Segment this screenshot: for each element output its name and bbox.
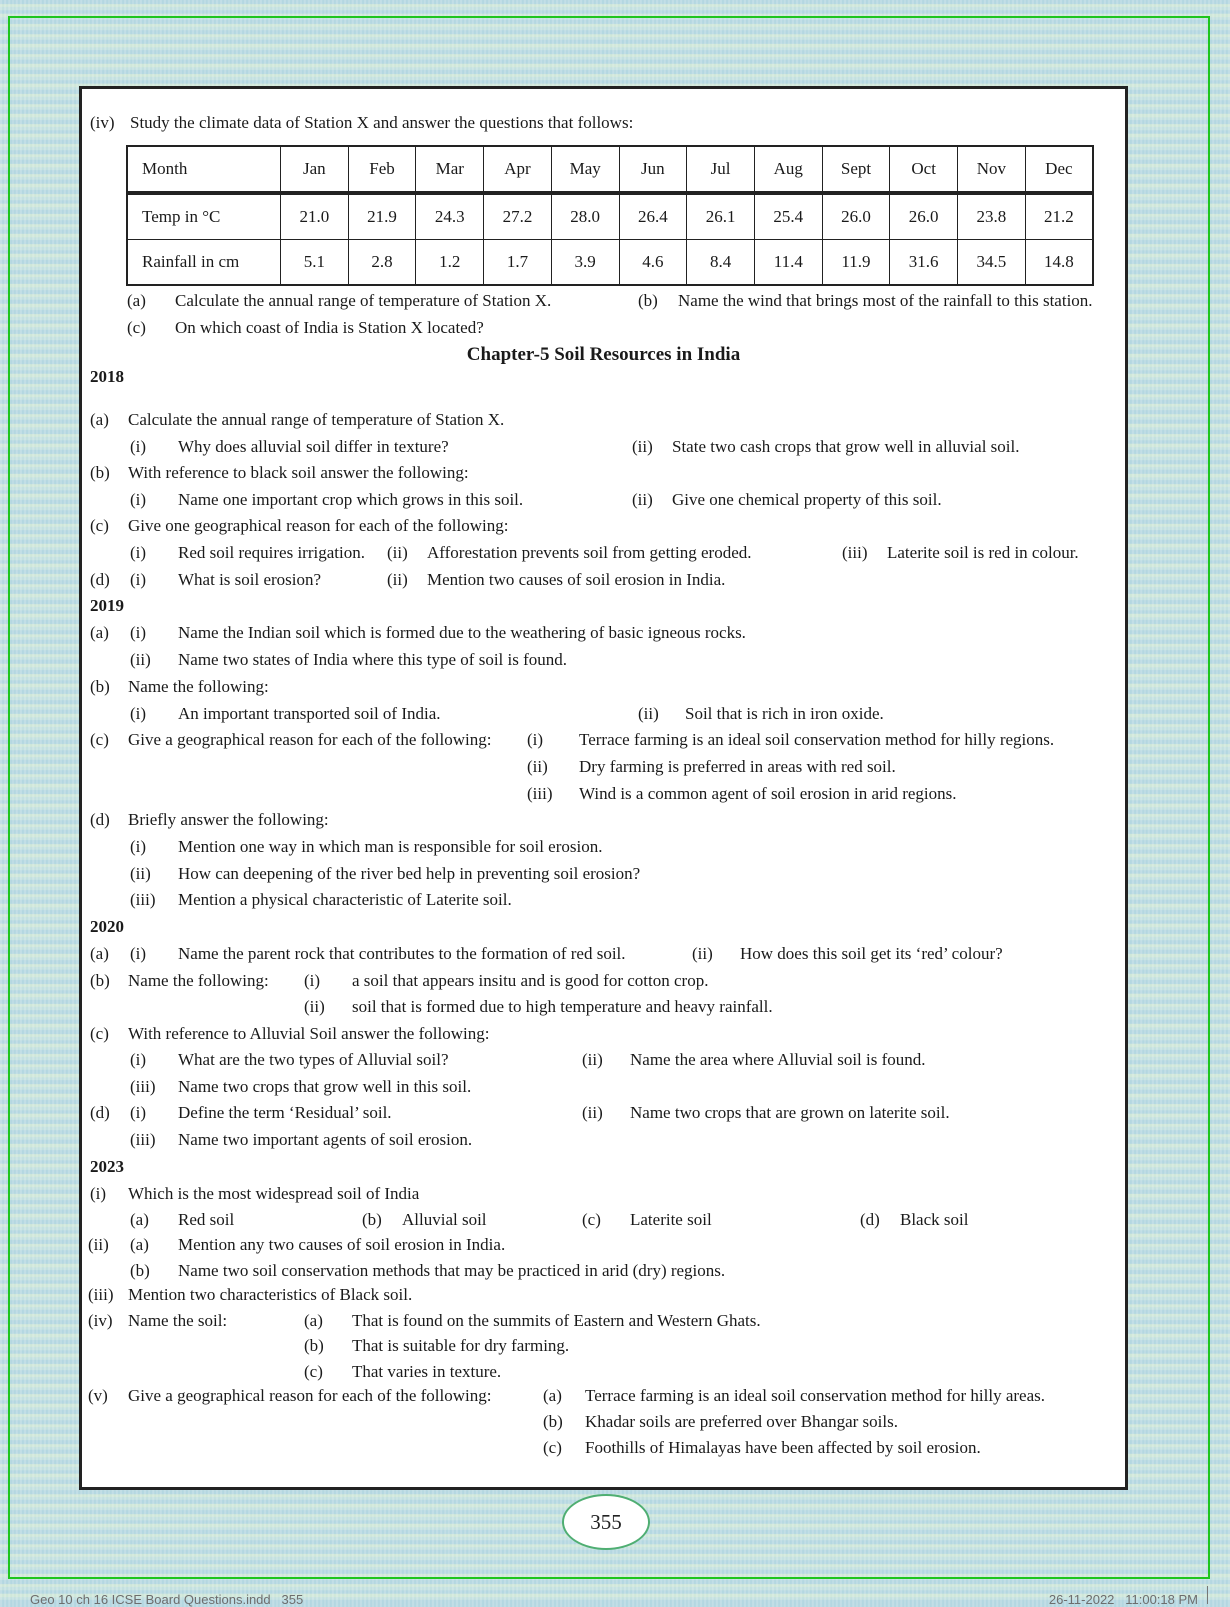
- q2020-a: [82, 940, 1125, 967]
- q2023-i-options: [82, 1206, 1125, 1233]
- q2020-c-sub: [82, 1046, 1125, 1073]
- q2023-v-a: Terrace farming is an ideal soil conservation method for hilly areas.: [585, 1386, 1046, 1405]
- q2020-b-i: a soil that appears insitu and is good for cotton crop.: [352, 971, 709, 990]
- q2019-b: [82, 673, 1125, 700]
- intro-q-b: Name the wind that brings most of the rainfall to this station.: [678, 291, 1093, 310]
- label-ii: (ii): [582, 1103, 603, 1122]
- q2023-ii-a: Mention any two causes of soil erosion in India.: [178, 1235, 506, 1254]
- intro-q-c: On which coast of India is Station X located?: [175, 318, 484, 337]
- q2018-c-text: Give one geographical reason for each of the following:: [128, 516, 509, 535]
- q2023-iv-c: That varies in texture.: [352, 1362, 502, 1381]
- label-b: (b): [543, 1412, 563, 1431]
- table-cell: 1.7: [484, 240, 552, 286]
- q2018-b-ii: Give one chemical property of this soil.: [672, 490, 942, 509]
- label-v: (v): [88, 1386, 108, 1405]
- q2018-c: [82, 512, 1125, 539]
- q2020-c-i: What are the two types of Alluvial soil?: [178, 1050, 449, 1069]
- q2019-c-ii: Dry farming is preferred in areas with red soil.: [579, 757, 896, 776]
- table-cell: 26.1: [687, 193, 755, 240]
- table-cell: 26.4: [619, 193, 687, 240]
- label-a: (a): [130, 1210, 149, 1229]
- row-header-temp: Temp in °C: [127, 193, 281, 240]
- intro-q-a: Calculate the annual range of temperature of Station X.: [175, 291, 552, 310]
- q2023-i-text: Which is the most widespread soil of India: [128, 1184, 420, 1203]
- year-2020: 2020: [90, 917, 124, 936]
- label-ii: (ii): [692, 944, 713, 963]
- label-ii: (ii): [130, 864, 151, 883]
- q2019-b-sub: [82, 700, 1125, 727]
- table-cell: 8.4: [687, 240, 755, 286]
- label-iii: (iii): [88, 1285, 114, 1304]
- row-header-month: Month: [127, 146, 281, 193]
- year-2020-heading: [82, 913, 1125, 940]
- q2019-c: [82, 726, 1125, 753]
- q2018-a-ii: State two cash crops that grow well in alluvial soil.: [672, 437, 1020, 456]
- year-2019: 2019: [90, 596, 124, 615]
- label-d: (d): [90, 570, 110, 589]
- q2019-b-text: Name the following:: [128, 677, 269, 696]
- q2018-c-ii: Afforestation prevents soil from getting eroded.: [427, 543, 752, 562]
- q2018-d-ii: Mention two causes of soil erosion in India.: [427, 570, 726, 589]
- year-2019-heading: [82, 592, 1125, 619]
- label-ii: (ii): [632, 437, 653, 456]
- table-cell: 2.8: [348, 240, 416, 286]
- q2019-d-iii-line: [82, 886, 1125, 913]
- table-row: [127, 240, 1093, 286]
- label-c: (c): [127, 318, 146, 337]
- label-ii: (ii): [304, 997, 325, 1016]
- table-cell: 21.9: [348, 193, 416, 240]
- q2018-c-sub: [82, 539, 1125, 566]
- q2020-d: [82, 1099, 1125, 1126]
- q2018-b: [82, 459, 1125, 486]
- q2020-c-iii-line: [82, 1073, 1125, 1100]
- table-cell: 27.2: [484, 193, 552, 240]
- q2020-d-iii: Name two important agents of soil erosion.: [178, 1130, 473, 1149]
- table-cell: Dec: [1025, 146, 1093, 193]
- label-iii: (iii): [130, 1130, 156, 1149]
- table-cell: Jun: [619, 146, 687, 193]
- label-b: (b): [90, 463, 110, 482]
- label-iii: (iii): [130, 890, 156, 909]
- label-a: (a): [90, 623, 109, 642]
- table-cell: Oct: [890, 146, 958, 193]
- q2023-v-text: Give a geographical reason for each of the following:: [128, 1386, 492, 1405]
- label-b: (b): [362, 1210, 382, 1229]
- label-i: (i): [90, 1184, 107, 1203]
- table-cell: 21.0: [281, 193, 349, 240]
- crop-mark: [1207, 1586, 1208, 1604]
- q2020-d-i: Define the term ‘Residual’ soil.: [178, 1103, 392, 1122]
- q2023-v-b-line: [82, 1408, 1125, 1435]
- q2020-c-text: With reference to Alluvial Soil answer the following:: [128, 1024, 490, 1043]
- label-a: (a): [543, 1386, 562, 1405]
- q2023-v-line: [82, 1382, 1125, 1409]
- label-d: (d): [90, 810, 110, 829]
- option-laterite-soil: Laterite soil: [630, 1210, 712, 1229]
- label-iii: (iii): [130, 1077, 156, 1096]
- label-i: (i): [130, 623, 147, 642]
- q2019-c-iii-line: [82, 780, 1125, 807]
- table-row: [127, 193, 1093, 240]
- label-i: (i): [130, 570, 147, 589]
- q2019-c-i: Terrace farming is an ideal soil conservation method for hilly regions.: [579, 730, 1055, 749]
- q2023-iv-a: That is found on the summits of Eastern and Western Ghats.: [352, 1311, 761, 1330]
- label-i: (i): [130, 543, 147, 562]
- q2020-b-text: Name the following:: [128, 971, 269, 990]
- label-ii: (ii): [527, 757, 548, 776]
- table-cell: 24.3: [416, 193, 484, 240]
- label-iv: (iv): [88, 1311, 113, 1330]
- q2020-b: [82, 967, 1125, 994]
- table-cell: Jul: [687, 146, 755, 193]
- table-cell: Feb: [348, 146, 416, 193]
- q2019-b-ii: Soil that is rich in iron oxide.: [685, 704, 884, 723]
- q2019-b-i: An important transported soil of India.: [178, 704, 441, 723]
- q2019-d-iii: Mention a physical characteristic of Laterite soil.: [178, 890, 512, 909]
- option-black-soil: Black soil: [900, 1210, 969, 1229]
- q2020-b-ii-line: [82, 993, 1125, 1020]
- table-cell: 21.2: [1025, 193, 1093, 240]
- label-a: (a): [127, 291, 146, 310]
- q2023-iii-text: Mention two characteristics of Black soil.: [128, 1285, 413, 1304]
- table-cell: 23.8: [958, 193, 1026, 240]
- label-c: (c): [543, 1438, 562, 1457]
- label-b: (b): [304, 1336, 324, 1355]
- q2020-d-iii-line: [82, 1126, 1125, 1153]
- q2018-a: [82, 406, 1125, 433]
- label-a: (a): [90, 944, 109, 963]
- label-i: (i): [130, 1050, 147, 1069]
- label-c: (c): [90, 730, 109, 749]
- q2018-c-i: Red soil requires irrigation.: [178, 543, 365, 562]
- table-cell: Sept: [822, 146, 890, 193]
- q2023-v-c-line: [82, 1434, 1125, 1461]
- q2018-a-text: Calculate the annual range of temperature of Station X.: [128, 410, 505, 429]
- table-cell: 14.8: [1025, 240, 1093, 286]
- table-cell: 28.0: [551, 193, 619, 240]
- label-i: (i): [130, 1103, 147, 1122]
- label-i: (i): [130, 437, 147, 456]
- table-cell: 26.0: [822, 193, 890, 240]
- intro-label: (iv): [90, 113, 115, 132]
- label-i: (i): [130, 490, 147, 509]
- label-ii: (ii): [582, 1050, 603, 1069]
- table-cell: Mar: [416, 146, 484, 193]
- q2020-c-ii: Name the area where Alluvial soil is found.: [630, 1050, 926, 1069]
- label-ii: (ii): [632, 490, 653, 509]
- q2019-d-ii-line: [82, 860, 1125, 887]
- q2023-ii-a-line: [82, 1231, 1125, 1258]
- table-cell: 5.1: [281, 240, 349, 286]
- q2018-a-i: Why does alluvial soil differ in texture?: [178, 437, 449, 456]
- q2020-b-ii: soil that is formed due to high temperature and heavy rainfall.: [352, 997, 773, 1016]
- q2018-d: [82, 566, 1125, 593]
- q2019-a: [82, 619, 1125, 646]
- label-a: (a): [90, 410, 109, 429]
- year-2018: 2018: [90, 367, 124, 386]
- label-b: (b): [90, 677, 110, 696]
- q2019-a-ii-line: [82, 646, 1125, 673]
- q2023-iv-text: Name the soil:: [128, 1311, 228, 1330]
- label-i: (i): [304, 971, 321, 990]
- q2019-a-i: Name the Indian soil which is formed due to the weathering of basic igneous rocks.: [178, 623, 746, 642]
- q2018-a-sub: [82, 433, 1125, 460]
- table-cell: Nov: [958, 146, 1026, 193]
- intro-qc-line: [82, 314, 1125, 341]
- q2018-b-sub: [82, 486, 1125, 513]
- q2019-c-iii: Wind is a common agent of soil erosion in arid regions.: [579, 784, 957, 803]
- table-cell: 31.6: [890, 240, 958, 286]
- q2023-iv-b: That is suitable for dry farming.: [352, 1336, 570, 1355]
- table-cell: 34.5: [958, 240, 1026, 286]
- label-i: (i): [527, 730, 544, 749]
- page-number-badge: 355: [562, 1494, 650, 1550]
- label-d: (d): [860, 1210, 880, 1229]
- q2023-ii-b: Name two soil conservation methods that may be practiced in arid (dry) regions.: [178, 1261, 726, 1280]
- row-header-rainfall: Rainfall in cm: [127, 240, 281, 286]
- q2018-b-i: Name one important crop which grows in this soil.: [178, 490, 524, 509]
- label-c: (c): [90, 516, 109, 535]
- q2019-c-ii-line: [82, 753, 1125, 780]
- table-cell: 26.0: [890, 193, 958, 240]
- year-2023-heading: [82, 1153, 1125, 1180]
- q2019-c-text: Give a geographical reason for each of the following:: [128, 730, 492, 749]
- q2019-d-ii: How can deepening of the river bed help in preventing soil erosion?: [178, 864, 641, 883]
- year-2018-heading: [82, 363, 1125, 390]
- chapter-title: Chapter-5 Soil Resources in India: [466, 344, 741, 365]
- footer-filename: Geo 10 ch 16 ICSE Board Questions.indd 355: [30, 1592, 304, 1607]
- label-iii: (iii): [842, 543, 868, 562]
- label-d: (d): [90, 1103, 110, 1122]
- q2023-ii-b-line: [82, 1257, 1125, 1284]
- q2023-v-c: Foothills of Himalayas have been affected by soil erosion.: [585, 1438, 981, 1457]
- q2023-iv-b-line: [82, 1332, 1125, 1359]
- label-ii: (ii): [130, 650, 151, 669]
- table-cell: 11.4: [754, 240, 822, 286]
- q2020-a-i: Name the parent rock that contributes to the formation of red soil.: [178, 944, 626, 963]
- label-b: (b): [130, 1261, 150, 1280]
- label-ii: (ii): [387, 543, 408, 562]
- intro-text: Study the climate data of Station X and answer the questions that follows:: [130, 113, 634, 132]
- climate-data-table: [126, 145, 1094, 286]
- year-2023: 2023: [90, 1157, 124, 1176]
- label-ii: (ii): [638, 704, 659, 723]
- table-row: [127, 146, 1093, 193]
- q2023-iv-c-line: [82, 1358, 1125, 1385]
- label-i: (i): [130, 837, 147, 856]
- label-c: (c): [90, 1024, 109, 1043]
- footer-timestamp: 26-11-2022 11:00:18 PM: [1048, 1592, 1198, 1607]
- label-iii: (iii): [527, 784, 553, 803]
- q2020-d-ii: Name two crops that are grown on laterite soil.: [630, 1103, 950, 1122]
- q2023-iii-line: [82, 1281, 1125, 1308]
- q2019-d: [82, 806, 1125, 833]
- label-i: (i): [130, 944, 147, 963]
- q2018-b-text: With reference to black soil answer the following:: [128, 463, 469, 482]
- intro-line: [82, 109, 1125, 136]
- q2020-c: [82, 1020, 1125, 1047]
- label-c: (c): [304, 1362, 323, 1381]
- q2019-a-ii: Name two states of India where this type of soil is found.: [178, 650, 568, 669]
- q2019-d-i: Mention one way in which man is responsible for soil erosion.: [178, 837, 603, 856]
- q2018-c-iii: Laterite soil is red in colour.: [887, 543, 1079, 562]
- label-i: (i): [130, 704, 147, 723]
- table-cell: 4.6: [619, 240, 687, 286]
- table-cell: Apr: [484, 146, 552, 193]
- option-alluvial-soil: Alluvial soil: [402, 1210, 487, 1229]
- table-cell: Jan: [281, 146, 349, 193]
- label-c: (c): [582, 1210, 601, 1229]
- table-cell: 25.4: [754, 193, 822, 240]
- q2018-d-i: What is soil erosion?: [178, 570, 322, 589]
- table-cell: 3.9: [551, 240, 619, 286]
- table-cell: 11.9: [822, 240, 890, 286]
- option-red-soil: Red soil: [178, 1210, 235, 1229]
- table-cell: 1.2: [416, 240, 484, 286]
- q2020-c-iii: Name two crops that grow well in this soil.: [178, 1077, 472, 1096]
- table-cell: Aug: [754, 146, 822, 193]
- q2023-i: [82, 1180, 1125, 1207]
- q2020-a-ii: How does this soil get its ‘red’ colour?: [740, 944, 1003, 963]
- label-a: (a): [130, 1235, 149, 1254]
- question-paper-sheet: [79, 86, 1128, 1490]
- label-a: (a): [304, 1311, 323, 1330]
- q2019-d-i-line: [82, 833, 1125, 860]
- label-ii: (ii): [387, 570, 408, 589]
- q2019-d-text: Briefly answer the following:: [128, 810, 329, 829]
- label-b: (b): [90, 971, 110, 990]
- intro-qa-line: [82, 287, 1125, 314]
- q2023-v-b: Khadar soils are preferred over Bhangar soils.: [585, 1412, 898, 1431]
- label-ii: (ii): [88, 1235, 109, 1254]
- q2023-iv-line: [82, 1307, 1125, 1334]
- label-b: (b): [638, 291, 658, 310]
- table-cell: May: [551, 146, 619, 193]
